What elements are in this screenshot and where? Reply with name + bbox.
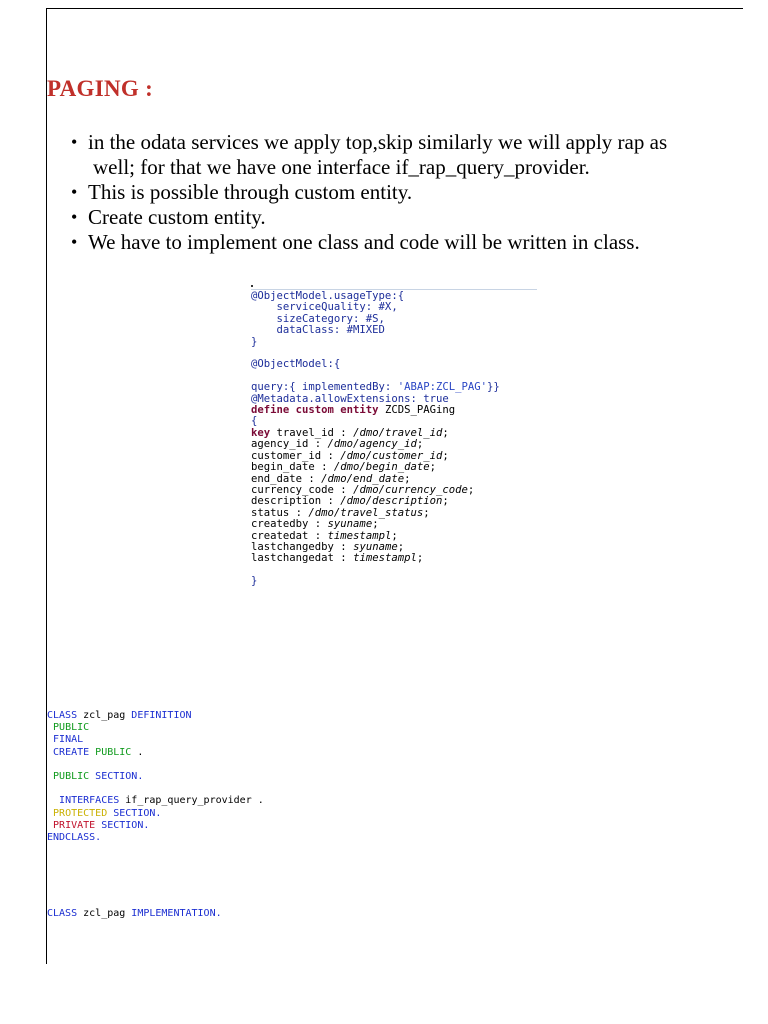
class-name: zcl_pag bbox=[77, 710, 132, 721]
abap-class-implementation bbox=[47, 908, 222, 920]
cds-code-block bbox=[251, 291, 500, 588]
field-name: createdby : bbox=[251, 518, 328, 531]
field-end: ; bbox=[416, 552, 424, 565]
abap-keyword: CREATE bbox=[53, 746, 90, 758]
bullet-text: We have to implement one class and code will be written in class. bbox=[88, 230, 640, 254]
cds-code-screenshot bbox=[243, 282, 543, 667]
field-end: ; bbox=[467, 483, 475, 496]
field-name: customer_id : bbox=[251, 449, 341, 462]
code-line: } bbox=[251, 335, 258, 348]
field-end: ; bbox=[391, 529, 398, 542]
abap-keyword: PUBLIC bbox=[53, 771, 90, 783]
field-name: begin_date : bbox=[251, 461, 334, 474]
field-name: description : bbox=[251, 495, 341, 508]
abap-keyword: IMPLEMENTATION. bbox=[131, 908, 222, 919]
entity-name: ZCDS_PAGing bbox=[378, 404, 456, 417]
code-line: @ObjectModel:{ bbox=[251, 358, 341, 371]
field-end: ; bbox=[423, 506, 430, 519]
field-name: lastchangedby : bbox=[251, 540, 354, 553]
abap-punct: . bbox=[131, 746, 144, 758]
code-line: serviceQuality: #X, bbox=[251, 301, 398, 314]
field-end: ; bbox=[442, 449, 449, 462]
code-keyword: define custom entity bbox=[251, 404, 379, 417]
abap-keyword: FINAL bbox=[53, 734, 84, 746]
field-type: /dmo/end_date bbox=[321, 472, 405, 485]
field-name: end_date : bbox=[251, 472, 322, 485]
bullet-text: Create custom entity. bbox=[88, 205, 266, 229]
abap-keyword: ENDCLASS. bbox=[47, 832, 102, 844]
field-end: ; bbox=[416, 438, 424, 451]
field-type: timestampl bbox=[327, 529, 392, 542]
field-type: /dmo/description bbox=[340, 495, 443, 508]
abap-keyword: DEFINITION bbox=[131, 710, 192, 721]
abap-keyword: SECTION. bbox=[89, 771, 144, 783]
abap-keyword: CLASS bbox=[47, 908, 78, 919]
code-line: }} bbox=[487, 381, 500, 394]
field-type: /dmo/travel_status bbox=[308, 506, 424, 519]
field-end: ; bbox=[442, 426, 449, 439]
bullet-text: in the odata services we apply top,skip similarly we will apply rap as bbox=[88, 130, 668, 154]
code-string: 'ABAP:ZCL_PAG' bbox=[397, 381, 487, 394]
code-line: @Metadata.allowExtensions: true bbox=[251, 392, 449, 405]
code-line: sizeCategory: #S, bbox=[251, 312, 385, 325]
code-line: query:{ implementedBy: bbox=[251, 381, 398, 394]
class-name: zcl_pag bbox=[77, 908, 132, 919]
code-line: @ObjectModel.usageType:{ bbox=[251, 290, 405, 302]
bullet-item bbox=[88, 230, 768, 255]
field-type: /dmo/agency_id bbox=[327, 438, 417, 451]
abap-class-definition bbox=[47, 710, 264, 844]
abap-keyword: INTERFACES bbox=[59, 795, 120, 807]
field-name: travel_id : bbox=[270, 426, 354, 439]
field-type: /dmo/currency_code bbox=[353, 483, 468, 496]
field-name: status : bbox=[251, 506, 309, 519]
bullet-item bbox=[88, 180, 768, 205]
field-type: /dmo/travel_id bbox=[353, 426, 443, 439]
code-line: dataClass: #MIXED bbox=[251, 324, 385, 337]
field-end: ; bbox=[404, 472, 411, 485]
bullet-text-continued: well; for that we have one interface if_rap_query_provider. bbox=[93, 155, 590, 179]
abap-keyword: SECTION. bbox=[107, 807, 162, 819]
bullet-text: This is possible through custom entity. bbox=[88, 180, 413, 204]
editor-mark bbox=[251, 285, 253, 287]
abap-keyword: CLASS bbox=[47, 710, 78, 721]
field-type: syuname bbox=[353, 540, 398, 553]
field-type: /dmo/begin_date bbox=[333, 461, 430, 474]
code-line: } bbox=[251, 575, 258, 588]
abap-keyword: PROTECTED bbox=[53, 807, 108, 819]
abap-keyword: PUBLIC bbox=[89, 746, 132, 758]
bullet-list bbox=[56, 130, 768, 255]
field-type: /dmo/customer_id bbox=[340, 449, 443, 462]
bullet-item bbox=[88, 205, 768, 230]
field-name: agency_id : bbox=[251, 438, 328, 451]
field-name: createdat : bbox=[251, 529, 328, 542]
field-end: ; bbox=[442, 495, 449, 508]
code-line: { bbox=[251, 415, 258, 428]
field-type: syuname bbox=[327, 518, 373, 531]
field-type: timestampl bbox=[353, 552, 417, 565]
abap-keyword: PRIVATE bbox=[53, 819, 96, 831]
field-end: ; bbox=[429, 461, 436, 474]
abap-keyword: PUBLIC bbox=[53, 722, 90, 734]
field-end: ; bbox=[397, 540, 405, 553]
abap-keyword: SECTION. bbox=[95, 819, 150, 831]
interface-name: if_rap_query_provider . bbox=[119, 795, 264, 807]
code-keyword: key bbox=[251, 426, 271, 439]
bullet-item bbox=[88, 130, 768, 180]
section-heading: PAGING : bbox=[47, 76, 154, 101]
field-end: ; bbox=[372, 518, 379, 531]
field-name: currency_code : bbox=[251, 483, 354, 496]
field-name: lastchangedat : bbox=[251, 552, 354, 565]
